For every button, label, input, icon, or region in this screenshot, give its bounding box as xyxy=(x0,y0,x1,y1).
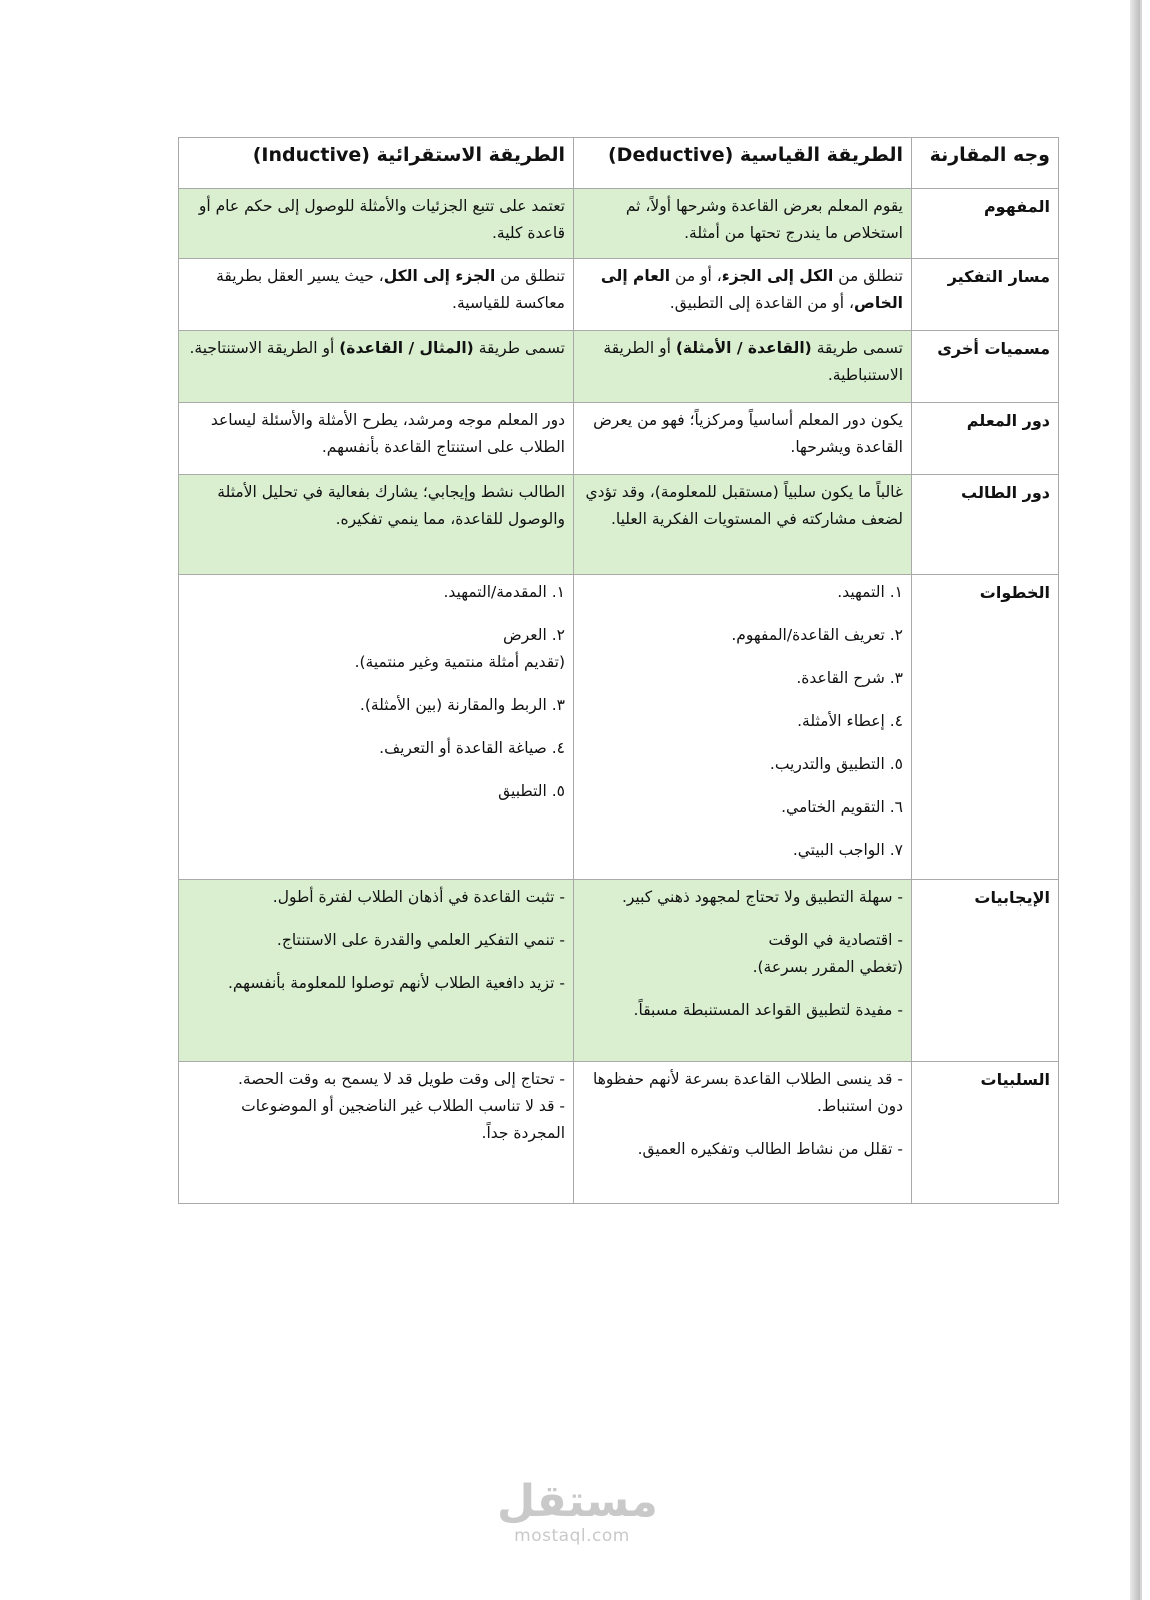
deductive-cell: غالباً ما يكون سلبياً (مستقبل للمعلومة)، وقد تؤدي لضعف مشاركته في المستويات الفكرية العليا. xyxy=(574,475,912,575)
cell-text: أو الطريقة الاستنباطية. xyxy=(603,339,903,384)
inductive-cell: الطالب نشط وإيجابي؛ يشارك بفعالية في تحليل الأمثلة والوصول للقاعدة، مما ينمي تفكيره. xyxy=(179,475,574,575)
inductive-steps xyxy=(179,575,574,880)
page-edge xyxy=(1130,0,1140,1600)
header-row xyxy=(179,138,1059,189)
cell-text: تسمى طريقة xyxy=(811,339,903,357)
list-item: - تقلل من نشاط الطالب وتفكيره العميق. xyxy=(637,1140,903,1158)
cell-text: تنطلق من xyxy=(833,267,903,285)
cell-bold-text: (المثال / القاعدة) xyxy=(339,339,474,357)
row-aspect-label: دور المعلم xyxy=(912,403,1059,475)
cell-text: تنطلق من xyxy=(495,267,565,285)
step-item: ٢. تعريف القاعدة/المفهوم. xyxy=(731,626,903,644)
cell-text: أو الطريقة الاستنتاجية. xyxy=(189,339,340,357)
watermark-arabic: مستقل xyxy=(497,1476,658,1527)
list-item: - قد لا تناسب الطلاب غير الناضجين أو الموضوعات المجردة جداً. xyxy=(241,1097,565,1142)
table-row xyxy=(179,475,1059,575)
deductive-steps xyxy=(574,575,912,880)
deductive-disadvantages xyxy=(574,1062,912,1204)
step-item: ١. التمهيد. xyxy=(837,583,903,601)
step-item: ٢. العرض xyxy=(503,626,565,644)
header-inductive: الطريقة الاستقرائية (Inductive) xyxy=(179,138,574,189)
list-item: - اقتصادية في الوقت xyxy=(768,931,903,949)
cell-bold-text: الكل إلى الجزء xyxy=(721,267,834,285)
table-row xyxy=(179,880,1059,1062)
row-aspect-label: مسميات أخرى xyxy=(912,331,1059,403)
inductive-cell xyxy=(179,331,574,403)
watermark-logo xyxy=(497,1476,658,1548)
row-aspect-label: السلبيات xyxy=(912,1062,1059,1204)
row-aspect-label: المفهوم xyxy=(912,189,1059,259)
step-item: ٣. الربط والمقارنة (بين الأمثلة). xyxy=(359,696,565,714)
table-row xyxy=(179,575,1059,880)
list-item: - تنمي التفكير العلمي والقدرة على الاستنتاج. xyxy=(276,931,565,949)
table-row xyxy=(179,259,1059,331)
list-item: - تزيد دافعية الطلاب لأنهم توصلوا للمعلومة بأنفسهم. xyxy=(227,974,565,992)
cell-text: ، حيث يسير العقل بطريقة معاكسة للقياسية. xyxy=(216,267,565,312)
deductive-cell: يقوم المعلم بعرض القاعدة وشرحها أولاً، ثم استخلاص ما يندرج تحتها من أمثلة. xyxy=(574,189,912,259)
step-item: ١. المقدمة/التمهيد. xyxy=(443,583,565,601)
watermark-domain: mostaql.com xyxy=(514,1526,630,1546)
list-item: - قد ينسى الطلاب القاعدة بسرعة لأنهم حفظوها دون استنباط. xyxy=(593,1070,903,1115)
table-row xyxy=(179,189,1059,259)
list-item: - تحتاج إلى وقت طويل قد لا يسمح به وقت الحصة. xyxy=(238,1070,565,1088)
row-aspect-label: الخطوات xyxy=(912,575,1059,880)
row-aspect-label: الإيجابيات xyxy=(912,880,1059,1062)
row-aspect-label: دور الطالب xyxy=(912,475,1059,575)
inductive-cell xyxy=(179,259,574,331)
list-item: - سهلة التطبيق ولا تحتاج لمجهود ذهني كبير. xyxy=(621,888,903,906)
inductive-disadvantages xyxy=(179,1062,574,1204)
cell-bold-text: الجزء إلى الكل xyxy=(383,267,496,285)
step-item: ٤. صياغة القاعدة أو التعريف. xyxy=(379,739,565,757)
inductive-cell: تعتمد على تتبع الجزئيات والأمثلة للوصول إلى حكم عام أو قاعدة كلية. xyxy=(179,189,574,259)
cell-bold-text: (القاعدة / الأمثلة) xyxy=(675,339,812,357)
header-deductive: الطريقة القياسية (Deductive) xyxy=(574,138,912,189)
table-row xyxy=(179,331,1059,403)
step-item: ٥. التطبيق والتدريب. xyxy=(769,755,903,773)
deductive-cell: يكون دور المعلم أساسياً ومركزياً؛ فهو من يعرض القاعدة ويشرحها. xyxy=(574,403,912,475)
cell-text: تسمى طريقة xyxy=(473,339,565,357)
deductive-advantages xyxy=(574,880,912,1062)
cell-bold-text: العام إلى الخاص xyxy=(600,267,903,312)
list-item: - تثبت القاعدة في أذهان الطلاب لفترة أطول. xyxy=(272,888,565,906)
inductive-cell: دور المعلم موجه ومرشد، يطرح الأمثلة والأسئلة ليساعد الطلاب على استنتاج القاعدة بأنفسهم. xyxy=(179,403,574,475)
inductive-advantages xyxy=(179,880,574,1062)
step-item-detail: (تقديم أمثلة منتمية وغير منتمية). xyxy=(354,653,565,671)
step-item: ٣. شرح القاعدة. xyxy=(796,669,903,687)
step-item: ٤. إعطاء الأمثلة. xyxy=(797,712,903,730)
table-row xyxy=(179,1062,1059,1204)
row-aspect-label: مسار التفكير xyxy=(912,259,1059,331)
list-item-detail: (تغطي المقرر بسرعة). xyxy=(752,958,903,976)
header-aspect: وجه المقارنة xyxy=(912,138,1059,189)
list-item: - مفيدة لتطبيق القواعد المستنبطة مسبقاً. xyxy=(633,1001,903,1019)
deductive-cell xyxy=(574,331,912,403)
step-item: ٦. التقويم الختامي. xyxy=(781,798,903,816)
deductive-cell xyxy=(574,259,912,331)
step-item: ٧. الواجب البيتي. xyxy=(792,841,903,859)
cell-text: ، أو من xyxy=(670,267,722,285)
comparison-table xyxy=(178,137,1059,1204)
step-item: ٥. التطبيق xyxy=(498,782,565,800)
table-row xyxy=(179,403,1059,475)
cell-text: ، أو من القاعدة إلى التطبيق. xyxy=(669,294,855,312)
